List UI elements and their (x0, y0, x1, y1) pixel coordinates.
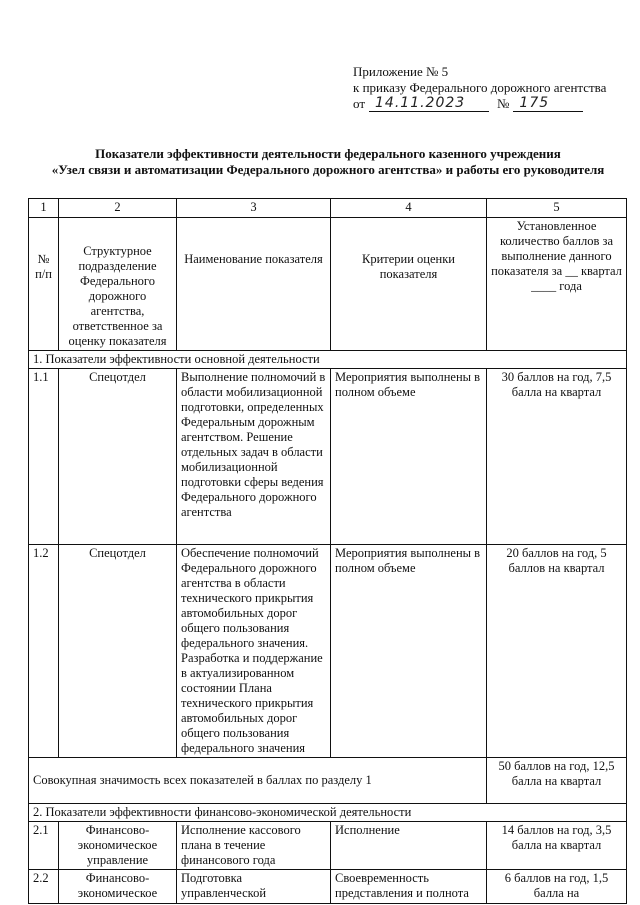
row-points: 20 баллов на год, 5 баллов на квартал (487, 545, 627, 758)
section-title: 2. Показатели эффективности финансово-экономической деятельности (29, 804, 627, 822)
section-row (29, 804, 627, 822)
row-unit: Спецотдел (59, 545, 177, 758)
header-unit: Структурное подразделение Федерального дорожного агентства, ответственное за оценку показателя (59, 218, 177, 351)
appendix-order-ref: к приказу Федерального дорожного агентства (353, 80, 607, 95)
row-criteria: Исполнение (331, 822, 487, 870)
summary-label: Совокупная значимость всех показателей в баллах по разделу 1 (29, 758, 487, 804)
section-title: 1. Показатели эффективности основной деятельности (29, 351, 627, 369)
row-points: 6 баллов на год, 1,5 балла на (487, 870, 627, 904)
appendix-date-number-row (353, 96, 613, 112)
appendix-block (353, 64, 613, 112)
handwritten-date: 14.11.2023 (375, 95, 466, 111)
row-unit: Финансово-экономическое управление (59, 822, 177, 870)
title-line-2: «Узел связи и автоматизации Федерального дорожного агентства» и работы его руководителя (51, 162, 605, 177)
table-row (29, 870, 627, 904)
row-unit: Спецотдел (59, 369, 177, 545)
row-num: 1.1 (29, 369, 59, 545)
row-points: 30 баллов на год, 7,5 балла на квартал (487, 369, 627, 545)
title-line-1: Показатели эффективности деятельности федерального казенного учреждения (95, 146, 561, 161)
col-number: 5 (487, 199, 627, 218)
row-num: 1.2 (29, 545, 59, 758)
header-points: Установленное количество баллов за выполнение данного показателя за __ квартал ____ года (487, 218, 627, 351)
col-number: 1 (29, 199, 59, 218)
column-number-row (29, 199, 627, 218)
indicators-table (28, 198, 627, 904)
appendix-title: Приложение № 5 (353, 64, 449, 79)
col-number: 3 (177, 199, 331, 218)
header-criteria: Критерии оценки показателя (331, 218, 487, 351)
row-criteria: Своевременность представления и полнота (331, 870, 487, 904)
number-label: № (497, 96, 510, 111)
document-title (28, 146, 628, 178)
row-num: 2.1 (29, 822, 59, 870)
section-row (29, 351, 627, 369)
row-name: Выполнение полномочий в области мобилизационной подготовки, определенных Федеральным дорожным агентством. Решение отдельных задач в области мобилизационной подготовки сферы ведения Федерального дорожного агентства (177, 369, 331, 545)
row-name: Обеспечение полномочий Федерального дорожного агентства в области технического прикрытия автомобильных дорог общего пользования федерального значения. Разработка и поддержание в актуализированном состоянии Плана технического прикрытия автомобильных дорог общего пользования федерального значения (177, 545, 331, 758)
summary-points: 50 баллов на год, 12,5 балла на квартал (487, 758, 627, 804)
date-blank (369, 97, 489, 112)
table-row (29, 369, 627, 545)
header-row (29, 218, 627, 351)
row-name: Исполнение кассового плана в течение финансового года (177, 822, 331, 870)
handwritten-number: 175 (519, 95, 550, 111)
row-criteria: Мероприятия выполнены в полном объеме (331, 369, 487, 545)
header-name: Наименование показателя (177, 218, 331, 351)
col-number: 4 (331, 199, 487, 218)
row-criteria: Мероприятия выполнены в полном объеме (331, 545, 487, 758)
from-label: от (353, 96, 366, 111)
table-row (29, 822, 627, 870)
number-blank (513, 97, 583, 112)
row-num: 2.2 (29, 870, 59, 904)
row-name: Подготовка управленческой (177, 870, 331, 904)
header-num: № п/п (29, 218, 59, 351)
row-points: 14 баллов на год, 3,5 балла на квартал (487, 822, 627, 870)
col-number: 2 (59, 199, 177, 218)
row-unit: Финансово-экономическое (59, 870, 177, 904)
table-row (29, 545, 627, 758)
summary-row (29, 758, 627, 804)
